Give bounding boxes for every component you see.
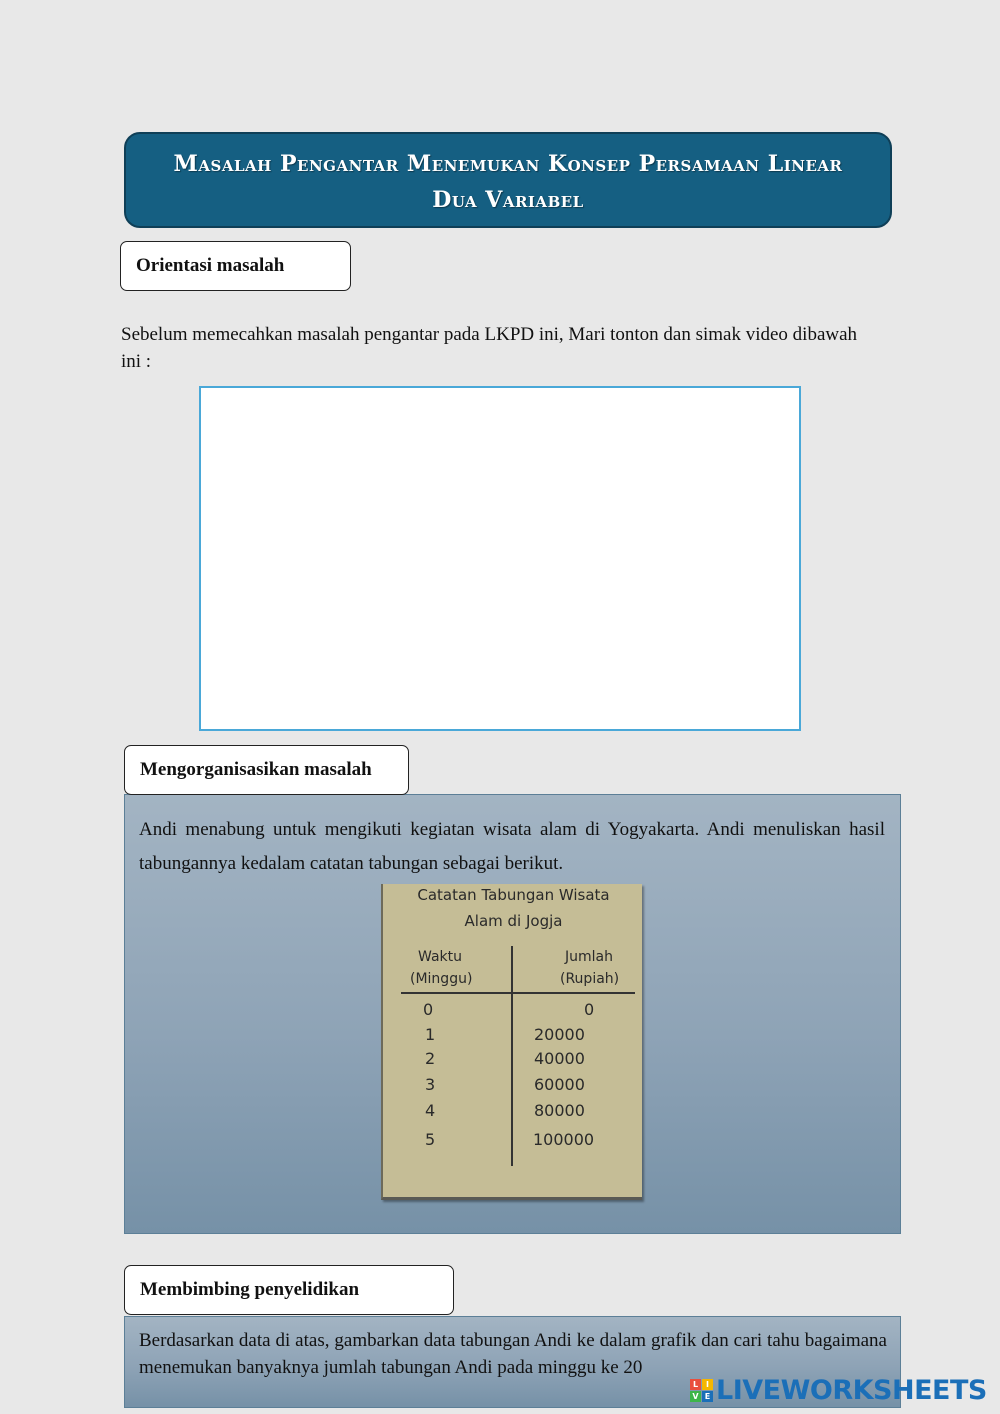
ledger-col-amount-header: Jumlah bbox=[565, 949, 613, 965]
ledger-header-rule bbox=[401, 992, 635, 994]
ledger-week-cell: 3 bbox=[425, 1075, 436, 1094]
badge-letter-l: L bbox=[690, 1379, 701, 1390]
page-title-line-1: Masalah Pengantar Menemukan Konsep Persamaan Linear bbox=[173, 151, 843, 177]
section-label-orientasi: Orientasi masalah bbox=[120, 241, 351, 291]
ledger-amount-cell: 0 bbox=[584, 1000, 595, 1019]
ledger-week-cell: 4 bbox=[425, 1101, 436, 1120]
page-title-banner bbox=[124, 132, 892, 228]
ledger-amount-cell: 60000 bbox=[534, 1075, 585, 1094]
ledger-column-divider bbox=[511, 946, 513, 1166]
ledger-week-cell: 2 bbox=[425, 1049, 436, 1068]
badge-letter-e: E bbox=[702, 1391, 713, 1402]
investigation-paragraph: Berdasarkan data di atas, gambarkan data tabungan Andi ke dalam grafik dan cari tahu bagaimana menemukan banyaknya jumlah tabungan Andi pada minggu ke 20 bbox=[139, 1330, 887, 1378]
liveworksheets-wordmark: LIVEWORKSHEETS bbox=[716, 1374, 987, 1406]
ledger-col-week-subheader: (Minggu) bbox=[410, 971, 473, 987]
section-label-membimbing: Membimbing penyelidikan bbox=[124, 1265, 454, 1315]
intro-paragraph: Sebelum memecahkan masalah pengantar pada LKPD ini, Mari tonton dan simak video dibawah ini : bbox=[121, 324, 858, 372]
badge-letter-i: I bbox=[702, 1379, 713, 1390]
page-title-line-2: Dua Variabel bbox=[432, 187, 584, 213]
ledger-amount-cell: 40000 bbox=[534, 1049, 585, 1068]
liveworksheets-badge-icon bbox=[690, 1379, 713, 1402]
badge-letter-v: V bbox=[690, 1391, 701, 1402]
ledger-amount-cell: 20000 bbox=[534, 1025, 585, 1044]
ledger-col-amount-subheader: (Rupiah) bbox=[560, 971, 620, 987]
ledger-week-cell: 0 bbox=[423, 1000, 434, 1019]
ledger-title-line-2: Alam di Jogja bbox=[464, 912, 563, 930]
ledger-amount-cell: 80000 bbox=[534, 1101, 585, 1120]
liveworksheets-logo[interactable] bbox=[690, 1372, 987, 1408]
organize-paragraph: Andi menabung untuk mengikuti kegiatan wisata alam di Yogyakarta. Andi menuliskan hasil tabungannya kedalam catatan tabungan sebagai berikut. bbox=[139, 819, 885, 874]
ledger-col-week-header: Waktu bbox=[418, 949, 462, 965]
ledger-amount-cell: 100000 bbox=[533, 1130, 595, 1149]
ledger-title-line-1: Catatan Tabungan Wisata bbox=[417, 886, 610, 904]
ledger-week-cell: 5 bbox=[425, 1130, 436, 1149]
video-embed-frame[interactable] bbox=[199, 386, 801, 731]
ledger-week-cell: 1 bbox=[425, 1025, 436, 1044]
savings-ledger-card bbox=[381, 884, 642, 1200]
section-label-mengorganisasikan: Mengorganisasikan masalah bbox=[124, 745, 409, 795]
